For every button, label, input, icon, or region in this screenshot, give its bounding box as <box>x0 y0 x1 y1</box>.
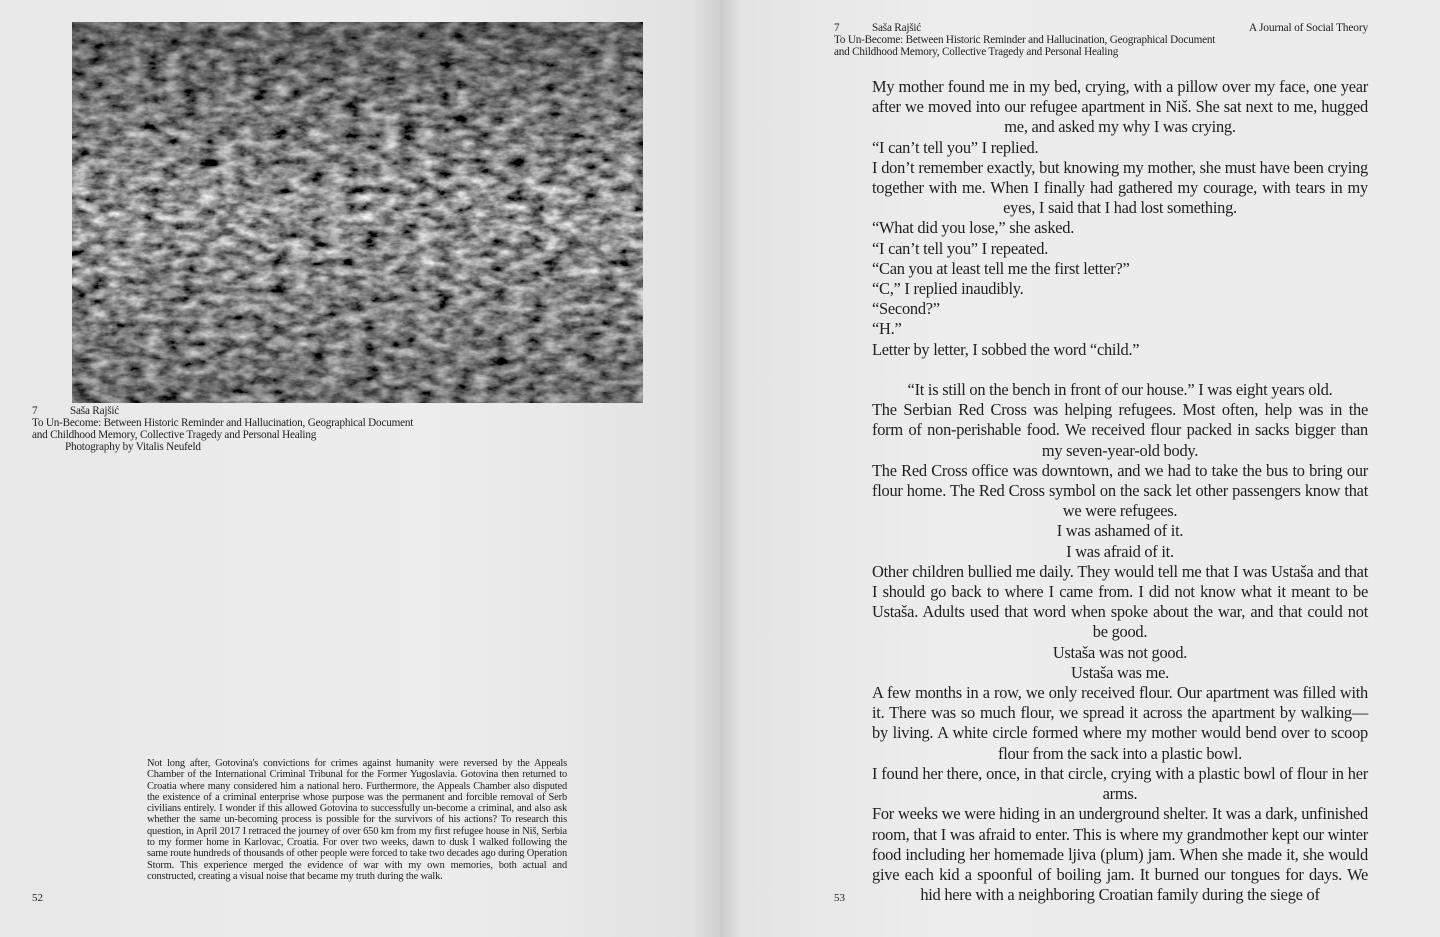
paragraph: I found her there, once, in that circle, crying with a plastic bowl of flour in her arms. <box>872 763 1368 804</box>
page-number-right: 53 <box>834 892 845 904</box>
paragraph: I was afraid of it. <box>1066 541 1174 561</box>
paragraph: For weeks we were hiding in an underground shelter. It was a dark, unfinished room, that I was afraid to enter. This is where my grandmother kept our winter food including her homemade ljiva (plum) jam. When she made it, she would give each kid a spoonful of boiling jam. It burned our tongues for days. We hid here with a neighboring Croatian family during the siege of <box>872 804 1368 905</box>
running-header <box>834 22 1234 58</box>
paragraph: Other children bullied me daily. They would tell me that I was Ustaša and that I should go back to where I came from. I did not know what it meant to be Ustaša. Adults used that word when spoke about the war, and that could not be good. <box>872 561 1368 642</box>
paragraph-gap <box>872 360 1368 380</box>
page-number-left: 52 <box>32 892 43 904</box>
paragraph: My mother found me in my bed, crying, with a pillow over my face, one year after we moved into our refugee apartment in Niš. She sat next to me, hugged me, and asked my why I was crying. <box>872 77 1368 137</box>
caption-title-line1: To Un-Become: Between Historic Reminder and Hallucination, Geographical Document <box>32 417 414 429</box>
landscape-photograph <box>72 22 643 403</box>
paragraph: “Can you at least tell me the first letter?” <box>872 258 1130 278</box>
left-body-text: Not long after, Gotovina's convictions for crimes against humanity were reversed by the Appeals Chamber of the International Criminal Tribunal for the Former Yugoslavia. Gotovina then returned to Croatia where many considered him a national hero. Furthermore, the Appeals Chamber also disputed the existence of a criminal enterprise whose purpose was the permanent and forcible removal of Serb civilians entirely. I wonder if this allowed Gotovina to successfully un-become a criminal, and also ask whether the same un-becoming process is possible for the survivors of his actions? To research this question, in April 2017 I retraced the journey of over 650 km from my first refugee house in Niš, Serbia to my former home in Karlovac, Croatia. For over two weeks, dawn to dusk I walked following the same route hundreds of thousands of other people were forced to take two decades ago during Operation Storm. This experience merged the evidence of war with my own memories, both actual and constructed, creating a visual noise that became my truth during the walk. <box>147 758 567 882</box>
paragraph: I don’t remember exactly, but knowing my mother, she must have been crying together with me. When I finally had gathered my courage, with tears in my eyes, I said that I had lost something. <box>872 157 1368 218</box>
paragraph: “What did you lose,” she asked. <box>872 218 1075 238</box>
journal-title: A Journal of Social Theory <box>1248 22 1368 34</box>
paragraph: “C,” I replied inaudibly. <box>872 279 1024 299</box>
header-number: 7 <box>834 22 840 34</box>
header-title-line1: To Un-Become: Between Historic Reminder and Hallucination, Geographical Document <box>834 34 1216 46</box>
caption-number: 7 <box>32 405 38 417</box>
paragraph: I was ashamed of it. <box>1056 521 1184 541</box>
photo-caption <box>32 405 452 453</box>
paragraph: “H.” <box>872 319 902 339</box>
caption-title-line2: and Childhood Memory, Collective Tragedy and Personal Healing <box>32 429 317 441</box>
paragraph: Ustaša was not good. <box>1052 642 1188 662</box>
header-author: Saša Rajšić <box>872 22 922 34</box>
right-body-text <box>872 77 1368 905</box>
paragraph: Letter by letter, I sobbed the word “child.” <box>872 339 1140 359</box>
paragraph: Ustaša was me. <box>1070 662 1169 682</box>
header-title-line2: and Childhood Memory, Collective Tragedy and Personal Healing <box>834 46 1119 58</box>
caption-credit: Photography by Vitalis Neufeld <box>65 441 201 453</box>
paragraph: “I can’t tell you” I repeated. <box>872 238 1049 258</box>
paragraph: “Second?” <box>872 299 940 319</box>
paragraph: “I can’t tell you” I replied. <box>872 137 1039 157</box>
paragraph: A few months in a row, we only received flour. Our apartment was filled with it. There was so much flour, we spread it across the apartment by walking—by living. A white circle formed where my mother would bend over to scoop flour from the sack into a plastic bowl. <box>872 683 1368 763</box>
paragraph: The Serbian Red Cross was helping refugees. Most often, help was in the form of non-perishable food. We received flour packed in sacks bigger than my seven-year-old body. <box>872 400 1368 460</box>
paragraph: “It is still on the bench in front of our house.” I was eight years old. <box>907 380 1333 400</box>
caption-author: Saša Rajšić <box>70 405 120 417</box>
paragraph: The Red Cross office was downtown, and we had to take the bus to bring our flour home. The Red Cross symbol on the sack let other passengers know that we were refugees. <box>872 460 1368 521</box>
